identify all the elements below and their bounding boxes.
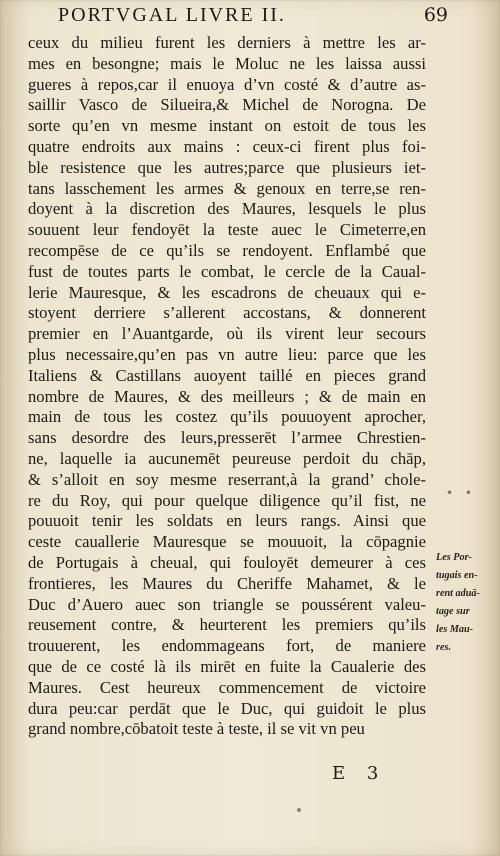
- text-line: saillir Vasco de Silueira,& Michel de Norogna. De: [28, 95, 426, 115]
- signature-mark: E 3: [332, 763, 387, 784]
- text-line: recompēse de ce qu’ils se rendoyent. Enflambé que: [28, 240, 426, 260]
- text-line: Italiens & Castillans auoyent taillé en pieces grand: [28, 365, 426, 385]
- margin-note: [436, 549, 492, 657]
- text-line: trouuerent, les endommageans fort, de maniere: [28, 636, 426, 656]
- text-line: gueres à repos,car il enuoya d’vn costé & d’autre as-: [28, 74, 426, 94]
- text-line: souuent leur fendoyēt la teste auec le Cimeterre,en: [28, 220, 426, 240]
- text-line: ceste cauallerie Mauresque se mouuoit, la cōpagnie: [28, 532, 426, 552]
- ink-dot: [297, 808, 301, 812]
- text-line: lerie Mauresque, & les escadrons de cheuaux qui e-: [28, 282, 426, 302]
- running-head: PORTVGAL LIVRE II.: [58, 4, 286, 26]
- margin-note-line: res.: [436, 642, 451, 653]
- text-line: doyent à la discretion des Maures, lesquels le plus: [28, 199, 426, 219]
- margin-ink-marks: • •: [446, 486, 476, 500]
- text-line: fust de toutes parts le combat, le cercle de la Caual-: [28, 261, 426, 281]
- margin-note-line: Les Por-: [436, 552, 472, 563]
- text-line: premier en l’Auantgarde, où ils virent leur secours: [28, 324, 426, 344]
- text-line: dura peu:car perdāt que le Duc, qui guidoit le plus: [28, 698, 426, 718]
- text-line: ceux du milieu furent les derniers à mettre les ar-: [28, 33, 426, 52]
- text-line: tans lasschement les armes & genoux en terre,se ren-: [28, 178, 426, 198]
- margin-note-line: tugais en-: [436, 570, 478, 581]
- page-header: [58, 4, 448, 32]
- text-line: re du Roy, qui pour quelque diligence qu’il fist, ne: [28, 490, 426, 510]
- margin-note-line: les Mau-: [436, 624, 474, 635]
- text-line: de Portugais à cheual, qui fouloyēt demeurer à ces: [28, 552, 426, 572]
- text-line: stoyent derriere s’allerent accostans, & donnerent: [28, 303, 426, 323]
- text-line: reusement contre, & heurterent les premiers qu’ils: [28, 615, 426, 635]
- text-line: plus necessaire,qu’en pas vn autre lieu: parce que les: [28, 344, 426, 364]
- text-line: pouuoit tenir les soldats en leurs rangs. Ainsi que: [28, 511, 426, 531]
- text-line: mes en besongne; mais le Moluc ne les laissa aussi: [28, 53, 426, 73]
- text-line: frontieres, les Maures du Cheriffe Mahamet, & le: [28, 573, 426, 593]
- text-line: ne, laquelle ia aucunemēt peureuse perdoit du chāp,: [28, 448, 426, 468]
- text-line: sans desordre des leurs,presserēt l’armee Chrestien-: [28, 428, 426, 448]
- text-line: grand nombre,cōbatoit teste à teste, il se vit vn peu: [28, 719, 365, 739]
- text-line: sorte qu’en vn mesme instant on estoit de tous les: [28, 116, 426, 136]
- text-line: & s’alloit en soy mesme reserrant,à la grand’ chole-: [28, 469, 426, 489]
- main-text-block: [28, 33, 426, 740]
- text-line: que de ce costé là ils mirēt en fuite la Caualerie des: [28, 656, 426, 676]
- text-line: ble resistence que les autres;parce que plusieurs iet-: [28, 157, 426, 177]
- text-line: nombre de Maures, & des meilleurs ; & de main en: [28, 386, 426, 406]
- text-line: main de tous les costez qu’ils pouuoyent aprocher,: [28, 407, 426, 427]
- page-number: 69: [423, 4, 448, 26]
- text-line: quatre endroits aux mains : ceux-ci firent plus foi-: [28, 136, 426, 156]
- margin-note-line: tage sur: [436, 606, 470, 617]
- text-line: Maures. Cest heureux commencement de victoire: [28, 677, 426, 697]
- margin-note-line: rent aduā-: [436, 588, 480, 599]
- text-line: Duc d’Auero auec son triangle se poussérent valeu-: [28, 594, 426, 614]
